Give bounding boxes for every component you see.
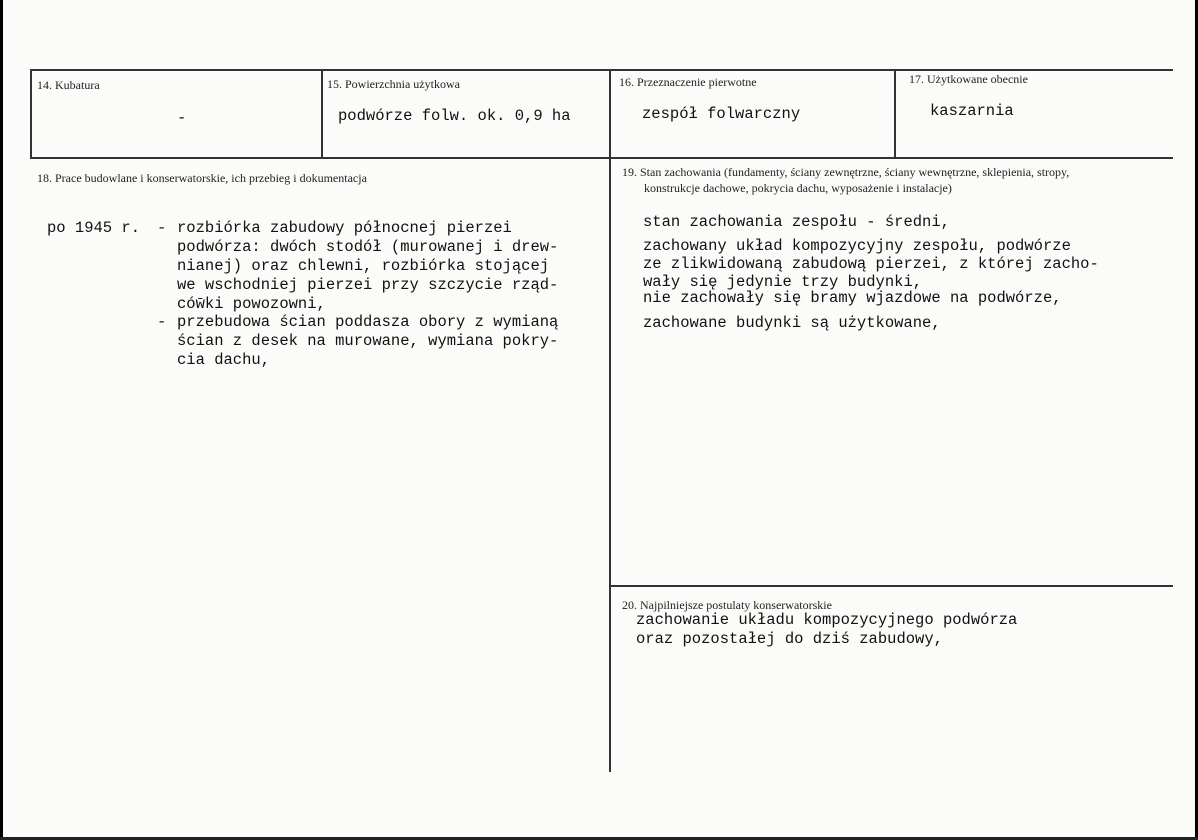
section-20-divider <box>611 585 1173 587</box>
field-19-para-2-line-1: zachowany układ kompozycyjny zespołu, podwórze <box>643 237 1071 255</box>
field-16-value: zespół folwarczny <box>642 105 801 123</box>
scan-border-left <box>0 0 3 840</box>
field-18-item-2-line-2: ścian z desek na murowane, wymiana pokry- <box>177 332 559 350</box>
col-divider-1 <box>321 69 323 159</box>
field-19-label-line-1: 19. Stan zachowania (fundamenty, ściany zewnętrzne, ściany wewnętrzne, sklepienia, stropy, <box>622 165 1070 179</box>
field-18-item-1-line-4: we wschodniej pierzei przy szczycie rząd- <box>177 276 559 294</box>
field-19-para-1: stan zachowania zespołu - średni, <box>643 213 950 231</box>
field-16-label: 16. Przeznaczenie pierwotne <box>619 75 757 89</box>
field-20-line-1: zachowanie układu kompozycyjnego podwórza <box>636 611 1018 629</box>
field-19-para-3: zachowane budynki są użytkowane, <box>643 314 941 332</box>
field-19-para-2-line-2: ze zlikwidowaną zabudową pierzei, z której zacho- <box>643 255 1099 273</box>
field-14-value: - <box>177 109 187 127</box>
col-divider-main <box>609 69 611 772</box>
field-19-label-line-2: konstrukcje dachowe, pokrycia dachu, wyposażenie i instalacje) <box>644 181 952 195</box>
field-18-label: 18. Prace budowlane i konserwatorskie, ich przebieg i dokumentacja <box>37 171 367 185</box>
field-15-label: 15. Powierzchnia użytkowa <box>327 77 460 91</box>
field-18-item-2-line-3: cia dachu, <box>177 351 271 369</box>
field-15-value: podwórze folw. ok. 0,9 ha <box>338 107 571 125</box>
field-14-label: 14. Kubatura <box>37 78 100 92</box>
field-20-label: 20. Najpilniejsze postulaty konserwatorskie <box>622 598 832 612</box>
field-19-para-2-line-4: nie zachowały się bramy wjazdowe na podwórze, <box>643 289 1062 307</box>
field-20-line-2: oraz pozostałej do dziś zabudowy, <box>636 630 943 648</box>
row-divider <box>30 157 1173 159</box>
field-19-para-2-line-3: wały się jedynie trzy budynki, <box>643 273 923 291</box>
field-18-item-1-line-1: rozbiórka zabudowy północnej pierzei <box>177 219 512 237</box>
field-18-item-2-line-1: przebudowa ścian poddasza obory z wymianą <box>177 313 559 331</box>
field-18-item-1-line-2: podwórza: dwóch stodół (murowanej i drew- <box>177 238 559 256</box>
field-18-item-2-dash: - <box>157 313 167 331</box>
field-18-item-1-line-3: nianej) oraz chlewni, rozbiórka stojącej <box>177 257 550 275</box>
col-divider-3 <box>894 69 896 159</box>
left-rule <box>30 69 32 159</box>
field-18-item-1-line-5: ców̄ki powozowni, <box>177 295 326 313</box>
field-18-item-1-dash: - <box>157 219 167 237</box>
field-17-value: kaszarnia <box>930 102 1014 120</box>
field-17-label: 17. Użytkowane obecnie <box>909 72 1028 86</box>
field-18-date: po 1945 r. <box>47 219 141 237</box>
